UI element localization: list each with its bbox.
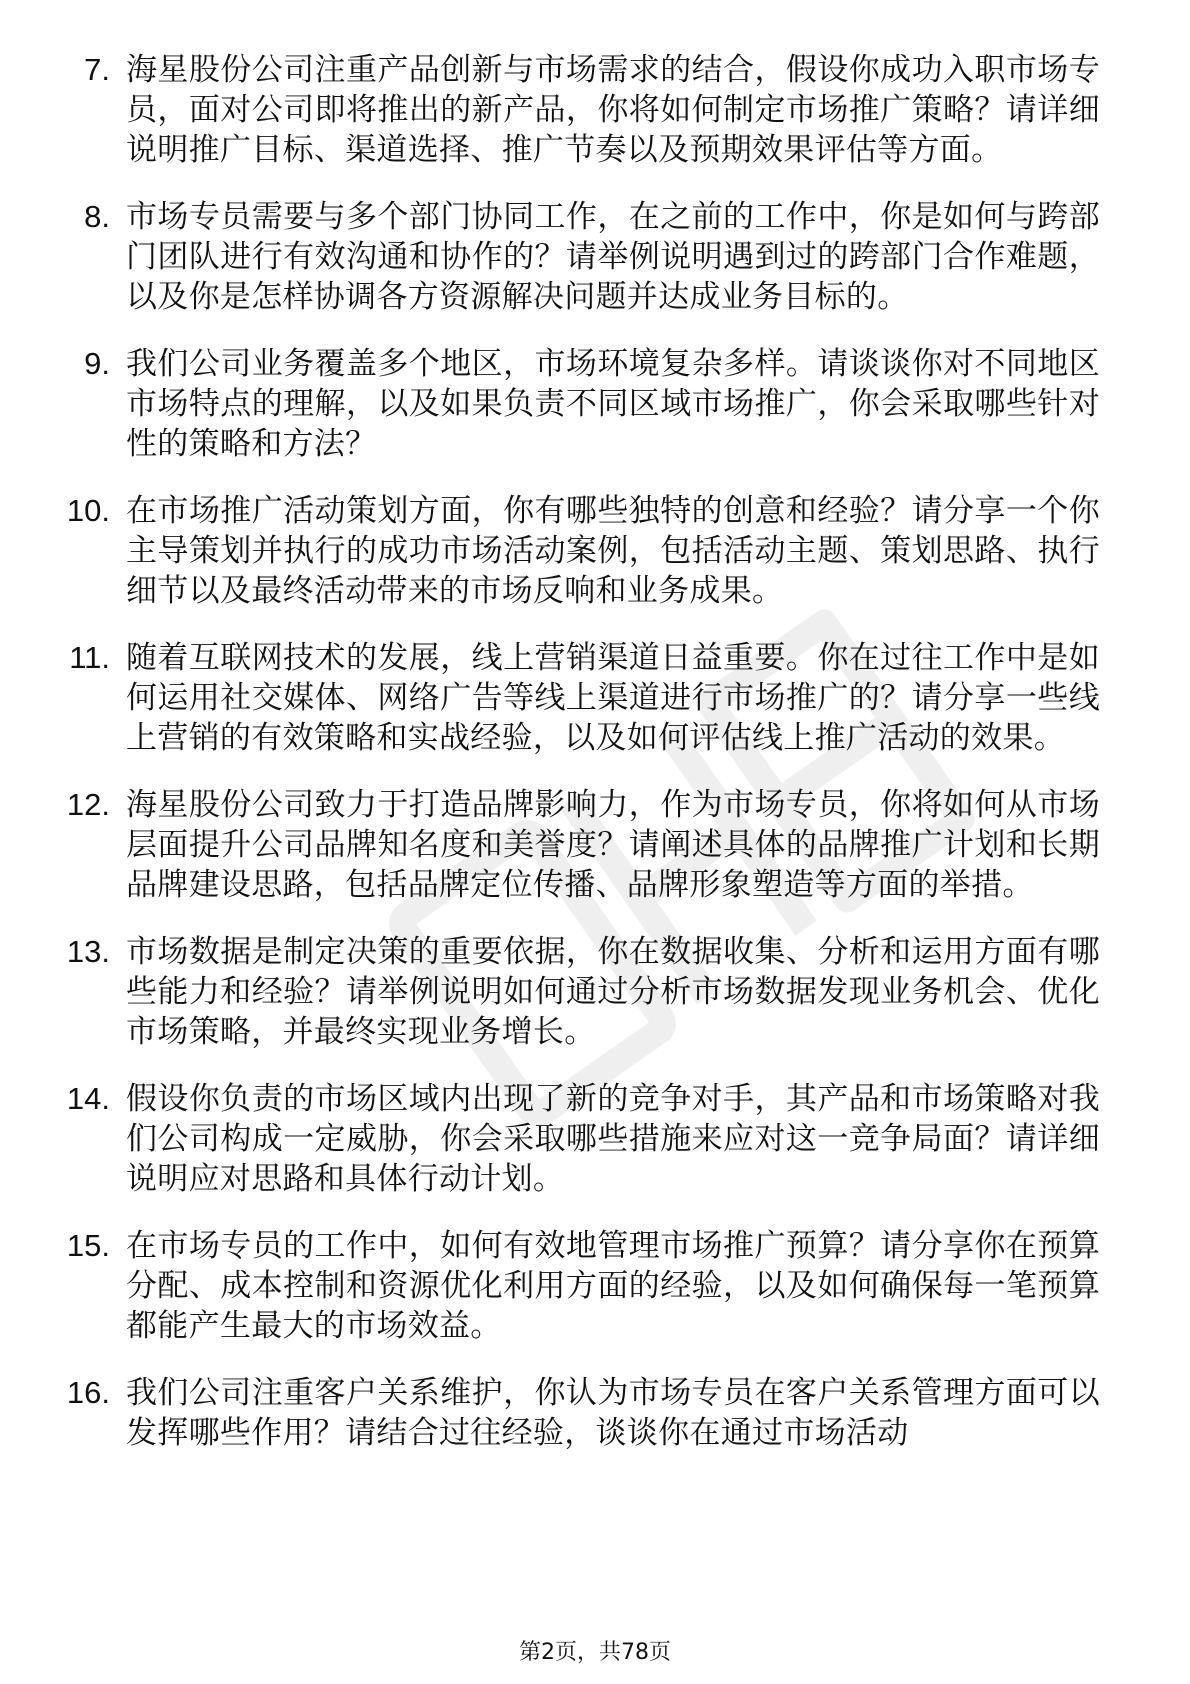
question-number: 8. (84, 199, 110, 234)
question-text: 随着互联网技术的发展，线上营销渠道日益重要。你在过往工作中是如何运用社交媒体、网络广告等线上渠道进行市场推广的？请分享一些线上营销的有效策略和实战经验，以及如何评估线上推广活动的效果。 (126, 640, 1100, 756)
question-item (0, 1079, 1190, 1199)
page-footer (0, 1638, 1190, 1668)
question-item (0, 344, 1190, 464)
question-list (0, 50, 1190, 1480)
question-text: 我们公司业务覆盖多个地区，市场环境复杂多样。请谈谈你对不同地区市场特点的理解，以及如果负责不同区域市场推广，你会采取哪些针对性的策略和方法？ (126, 346, 1100, 462)
question-item (0, 638, 1190, 758)
question-number: 15. (66, 1228, 110, 1263)
question-number: 10. (66, 493, 110, 528)
question-text: 市场专员需要与多个部门协同工作，在之前的工作中，你是如何与跨部门团队进行有效沟通和协作的？请举例说明遇到过的跨部门合作难题，以及你是怎样协调各方资源解决问题并达成业务目标的。 (126, 199, 1100, 315)
question-item (0, 491, 1190, 611)
question-item (0, 197, 1190, 317)
question-item (0, 932, 1190, 1052)
question-text: 我们公司注重客户关系维护，你认为市场专员在客户关系管理方面可以发挥哪些作用？请结合过往经验，谈谈你在通过市场活动 (126, 1375, 1100, 1451)
question-text: 海星股份公司注重产品创新与市场需求的结合，假设你成功入职市场专员，面对公司即将推出的新产品，你将如何制定市场推广策略？请详细说明推广目标、渠道选择、推广节奏以及预期效果评估等方面。 (126, 52, 1100, 168)
question-number: 11. (69, 640, 110, 675)
page-number-label: 第2页，共78页 (519, 1640, 671, 1665)
question-number: 12. (66, 787, 110, 822)
question-number: 9. (84, 346, 110, 381)
question-text: 海星股份公司致力于打造品牌影响力，作为市场专员，你将如何从市场层面提升公司品牌知名度和美誉度？请阐述具体的品牌推广计划和长期品牌建设思路，包括品牌定位传播、品牌形象塑造等方面的举措。 (126, 787, 1100, 903)
question-text: 在市场专员的工作中，如何有效地管理市场推广预算？请分享你在预算分配、成本控制和资源优化利用方面的经验，以及如何确保每一笔预算都能产生最大的市场效益。 (126, 1228, 1100, 1344)
question-item (0, 1226, 1190, 1346)
question-item (0, 50, 1190, 170)
question-number: 14. (66, 1081, 110, 1116)
question-number: 13. (66, 934, 110, 969)
question-item (0, 785, 1190, 905)
question-item (0, 1373, 1190, 1453)
question-text: 在市场推广活动策划方面，你有哪些独特的创意和经验？请分享一个你主导策划并执行的成功市场活动案例，包括活动主题、策划思路、执行细节以及最终活动带来的市场反响和业务成果。 (126, 493, 1100, 609)
question-text: 市场数据是制定决策的重要依据，你在数据收集、分析和运用方面有哪些能力和经验？请举例说明如何通过分析市场数据发现业务机会、优化市场策略，并最终实现业务增长。 (126, 934, 1100, 1050)
question-number: 16. (66, 1375, 110, 1410)
question-number: 7. (84, 52, 110, 87)
question-text: 假设你负责的市场区域内出现了新的竞争对手，其产品和市场策略对我们公司构成一定威胁，你会采取哪些措施来应对这一竞争局面？请详细说明应对思路和具体行动计划。 (126, 1081, 1100, 1197)
